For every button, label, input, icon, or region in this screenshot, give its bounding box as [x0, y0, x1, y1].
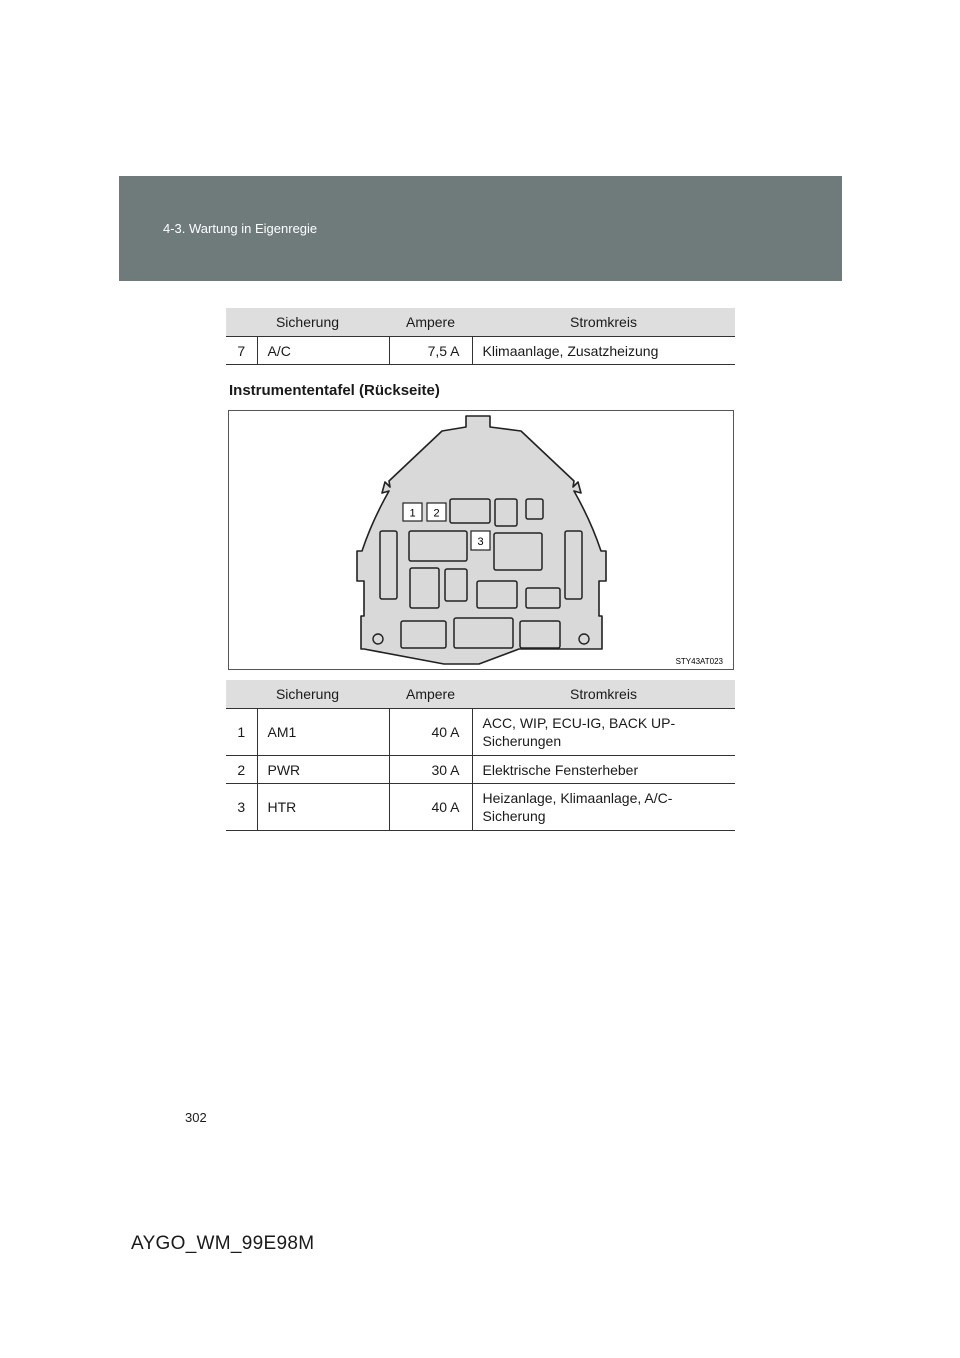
fuse-circuit: Elektrische Fensterheber: [472, 756, 735, 784]
mounting-hole: [373, 634, 383, 644]
subheading: Instrumententafel (Rückseite): [229, 382, 440, 399]
component-block: [401, 621, 446, 648]
fuse-box-diagram: [228, 410, 734, 670]
fuse-number: 2: [226, 756, 257, 784]
fuse-circuit: ACC, WIP, ECU-IG, BACK UP-Sicherungen: [472, 709, 735, 756]
fuse-number: 3: [226, 784, 257, 831]
fuse-table-1: [226, 308, 735, 365]
callout-2: 2: [433, 507, 440, 520]
fuse-number: 7: [226, 337, 257, 365]
right-relay: [565, 531, 582, 599]
component-block: [450, 499, 490, 523]
left-relay: [380, 531, 397, 599]
component-block: [445, 569, 467, 601]
component-block: [526, 588, 560, 608]
table-row: [226, 784, 735, 831]
component-block: [409, 531, 467, 561]
fuse-circuit: Heizanlage, Klimaanlage, A/C-Sicherung: [472, 784, 735, 831]
callout-1: 1: [409, 507, 416, 520]
col-header-ampere: Ampere: [389, 680, 472, 709]
callout-3: 3: [477, 536, 484, 548]
mounting-hole: [579, 634, 589, 644]
component-block: [454, 618, 513, 648]
fuse-ampere: 30 A: [389, 756, 472, 784]
component-block: [477, 581, 517, 608]
footer-code: AYGO_WM_99E98M: [131, 1233, 315, 1254]
col-header-circuit: Stromkreis: [472, 308, 735, 337]
col-header-circuit: Stromkreis: [472, 680, 735, 709]
diagram-code: STY43AT023: [675, 657, 723, 666]
fuse-name: PWR: [257, 756, 389, 784]
component-block: [520, 621, 560, 648]
fuse-circuit: Klimaanlage, Zusatzheizung: [472, 337, 735, 365]
component-block: [410, 568, 439, 608]
col-header-fuse: Sicherung: [226, 308, 389, 337]
col-header-fuse: Sicherung: [226, 680, 389, 709]
fuse-ampere: 40 A: [389, 709, 472, 756]
fuse-number: 1: [226, 709, 257, 756]
page-number: 302: [185, 1110, 207, 1125]
fuse-name: HTR: [257, 784, 389, 831]
fuse-name: AM1: [257, 709, 389, 756]
component-block: [526, 499, 543, 519]
fuse-box-illustration: [229, 411, 733, 669]
fuse-ampere: 40 A: [389, 784, 472, 831]
fuse-table-2: [226, 680, 735, 831]
component-block: [494, 533, 542, 570]
table-row: [226, 709, 735, 756]
col-header-ampere: Ampere: [389, 308, 472, 337]
section-title: 4-3. Wartung in Eigenregie: [163, 221, 318, 236]
fuse-name: A/C: [257, 337, 389, 365]
fuse-ampere: 7,5 A: [389, 337, 472, 365]
table-row: [226, 756, 735, 784]
component-block: [495, 499, 517, 526]
table-row: [226, 337, 735, 365]
